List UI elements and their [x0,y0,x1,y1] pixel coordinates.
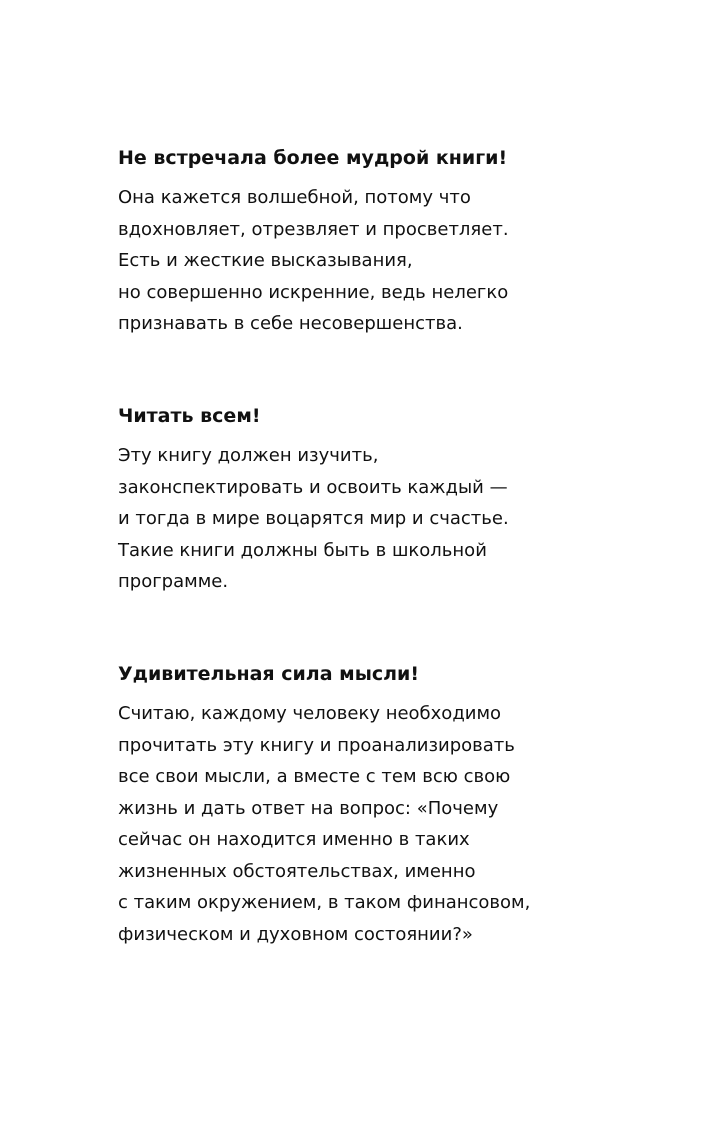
review-title: Не встречала более мудрой книги! [118,147,508,169]
review-text [118,440,638,598]
review-line: прочитать эту книгу и проанализировать [118,734,515,756]
review-line: Есть и жесткие высказывания, [118,250,413,271]
review-line: жизненных обстоятельствах, именно [118,860,476,882]
review-line: программе. [118,571,229,592]
review-1 [118,143,638,340]
review-line: с таким окружением, в таком финансовом, [118,892,531,913]
review-line: Эту книгу должен изучить, [118,445,379,466]
review-line: признавать в себе несовершенства. [118,313,463,334]
review-line: все свои мысли, а вместе с тем всю свою [118,766,511,787]
review-text [118,698,638,950]
review-3 [118,659,638,950]
review-text [118,182,638,340]
review-line: вдохновляет, отрезвляет и просветляет. [118,218,509,240]
review-line: физическом и духовном состоянии?» [118,923,473,945]
review-line: сейчас он находится именно в таких [118,829,470,850]
review-line: Такие книги должны быть в школьной [118,539,487,561]
review-line: и тогда в мире воцарятся мир и счастье. [118,508,509,529]
review-line: законспектировать и освоить каждый — [118,476,508,498]
review-line: Она кажется волшебной, потому что [118,187,471,208]
review-title: Удивительная сила мысли! [118,663,420,685]
review-line: Считаю, каждому человеку необходимо [118,703,502,724]
review-line: но совершенно искренние, ведь нелегко [118,281,509,303]
review-2 [118,401,638,598]
review-title: Читать всем! [118,405,261,427]
review-line: жизнь и дать ответ на вопрос: «Почему [118,797,499,819]
